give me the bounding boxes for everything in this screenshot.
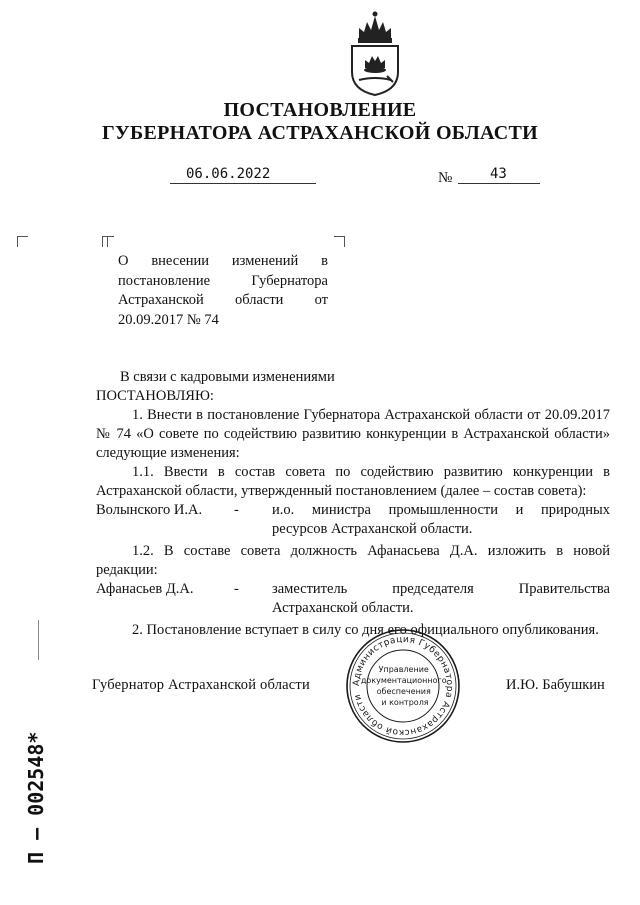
item-1: 1. Внести в постановление Губернатора Астраханской области от 20.09.2017 № 74 «О совете по содействию развитию конкуренции в Астраханской области» следующие изменения: (96, 407, 610, 461)
person-1-dash: - (234, 502, 239, 518)
document-date: 06.06.2022 (186, 166, 271, 182)
decree-word: ПОСТАНОВЛЯЮ: (96, 388, 214, 404)
svg-text:П – 002548*: П – 002548* (24, 731, 48, 864)
document-number: 43 (490, 166, 507, 182)
item-1-2: 1.2. В составе совета должность Афанасьева Д.А. изложить в новой редакции: (96, 543, 610, 578)
official-seal-stamp (345, 628, 461, 744)
number-underline (458, 183, 540, 184)
person-1-name: Волынского И.А. (96, 502, 203, 518)
person-2-name: Афанасьев Д.А. (96, 581, 194, 597)
margin-tick-mark (38, 620, 40, 660)
item-2: 2. Постановление вступает в силу со дня его официального опубликования. (132, 622, 599, 638)
date-underline (170, 183, 316, 184)
subject-corner-mark-right (334, 236, 345, 247)
person-row-2 (96, 580, 610, 618)
person-1-role: и.о. министра промышленности и природных ресурсов Астраханской области. (272, 502, 610, 537)
seal-ring-text: Администрация Губернатора Астраханской области (351, 634, 455, 738)
intro-paragraph: В связи с кадровыми изменениями (120, 369, 335, 385)
person-2-dash: - (234, 581, 239, 597)
document-title: ПОСТАНОВЛЕНИЕ (223, 99, 417, 121)
seal-center-line: обеспечения (376, 687, 431, 696)
number-sign: № (438, 170, 453, 186)
document-body (96, 368, 610, 640)
signatory-position: Губернатор Астраханской области (92, 677, 310, 693)
left-margin-corner-mark (17, 236, 28, 247)
person-2-role: заместитель председателя Правительства Астраханской области. (272, 581, 610, 616)
seal-center-line: и контроля (381, 698, 429, 707)
signatory-name: И.Ю. Бабушкин (506, 677, 605, 693)
seal-center-line: документационного (360, 676, 447, 685)
document-subject: О внесении изменений в постановление Губернатора Астраханской области от 20.09.2017 № 74 (118, 253, 328, 328)
seal-center-line: Управление (378, 665, 429, 674)
subject-corner-mark-left-inner (107, 236, 114, 247)
margin-registration-code (13, 728, 53, 868)
item-1-1: 1.1. Ввести в состав совета по содействию развитию конкуренции в Астраханской области, утвержденный постановлением (далее – состав совета): (96, 464, 610, 499)
coat-of-arms-emblem (347, 10, 403, 96)
document-issuer: ГУБЕРНАТОРА АСТРАХАНСКОЙ ОБЛАСТИ (101, 122, 539, 144)
person-row-1 (96, 501, 610, 539)
